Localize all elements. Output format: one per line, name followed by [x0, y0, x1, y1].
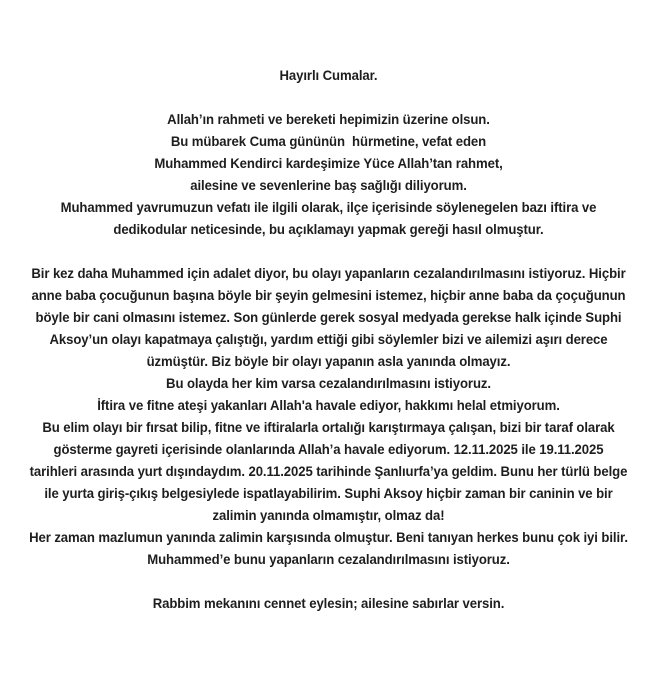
text-line: Muhammed’e bunu yapanların cezalandırılmasını istiyoruz. — [147, 551, 510, 567]
text-line: ailesine ve sevenlerine baş sağlığı diliyorum. — [190, 177, 467, 193]
text-line: Her zaman mazlumun yanında zalimin karşısında olmuştur. Beni tanıyan herkes bunu çok iyi bilir. — [29, 529, 628, 545]
text-line: Muhammed Kendirci kardeşimize Yüce Allah’tan rahmet, — [154, 155, 503, 171]
text-line: ile yurta giriş-çıkış belgesiylede ispatlayabilirim. Suphi Aksoy hiçbir zaman bir caninin ve bir — [44, 485, 613, 501]
statement-document — [20, 0, 638, 614]
text-line: Allah’ın rahmeti ve bereketi hepimizin üzerine olsun. — [167, 111, 490, 127]
text-line: İftira ve fitne ateşi yakanları Allah'a havale ediyor, hakkımı helal etmiyorum. — [97, 397, 560, 413]
text-line: böyle bir cani olmasını istemez. Son günlerde gerek sosyal medyada gerekse halk içinde Suphi — [35, 309, 622, 325]
text-line: Aksoy’un olayı kapatmaya çalıştığı, yardım ettiği gibi söylemler bizi ve ailemizi aşırı derece — [49, 331, 608, 347]
text-line: üzmüştür. Biz böyle bir olayı yapanın asla yanında olmayız. — [146, 353, 511, 369]
text-line: zalimin yanında olmamıştır, olmaz da! — [212, 507, 445, 523]
text-line: Hayırlı Cumalar. — [279, 67, 378, 83]
paragraph — [20, 262, 638, 570]
text-line: tarihleri arasında yurt dışındaydım. 20.11.2025 tarihinde Şanlıurfa’ya geldim. Bunu her türlü belge — [29, 463, 628, 479]
paragraph — [20, 108, 638, 240]
text-line: dedikodular neticesinde, bu açıklamayı yapmak gereği hasıl olmuştur. — [113, 221, 544, 237]
text-line: gösterme gayreti içerisinde olanlarında Allah’a havale ediyorum. 12.11.2025 ile 19.11.2025 — [53, 441, 604, 457]
text-line: Bu olayda her kim varsa cezalandırılmasını istiyoruz. — [166, 375, 491, 391]
paragraph — [20, 64, 638, 86]
text-line: Bu elim olayı bir fırsat bilip, fitne ve iftiralarla ortalığı karıştırmaya çalışan, bizi bir taraf olarak — [42, 419, 615, 435]
text-line: Muhammed yavrumuzun vefatı ile ilgili olarak, ilçe içerisinde söylenegelen bazı iftira ve — [60, 199, 597, 215]
text-line: Bir kez daha Muhammed için adalet diyor, bu olayı yapanların cezalandırılmasını istiyoruz. Hiçbir — [31, 265, 626, 281]
paragraph — [20, 592, 638, 614]
text-line: anne baba çocuğunun başına böyle bir şeyin gelmesini istemez, hiçbir anne baba da çoçuğunun — [31, 287, 626, 303]
text-line: Bu mübarek Cuma gününün hürmetine, vefat eden — [170, 133, 487, 149]
text-line: Rabbim mekanını cennet eylesin; ailesine sabırlar versin. — [152, 595, 505, 611]
